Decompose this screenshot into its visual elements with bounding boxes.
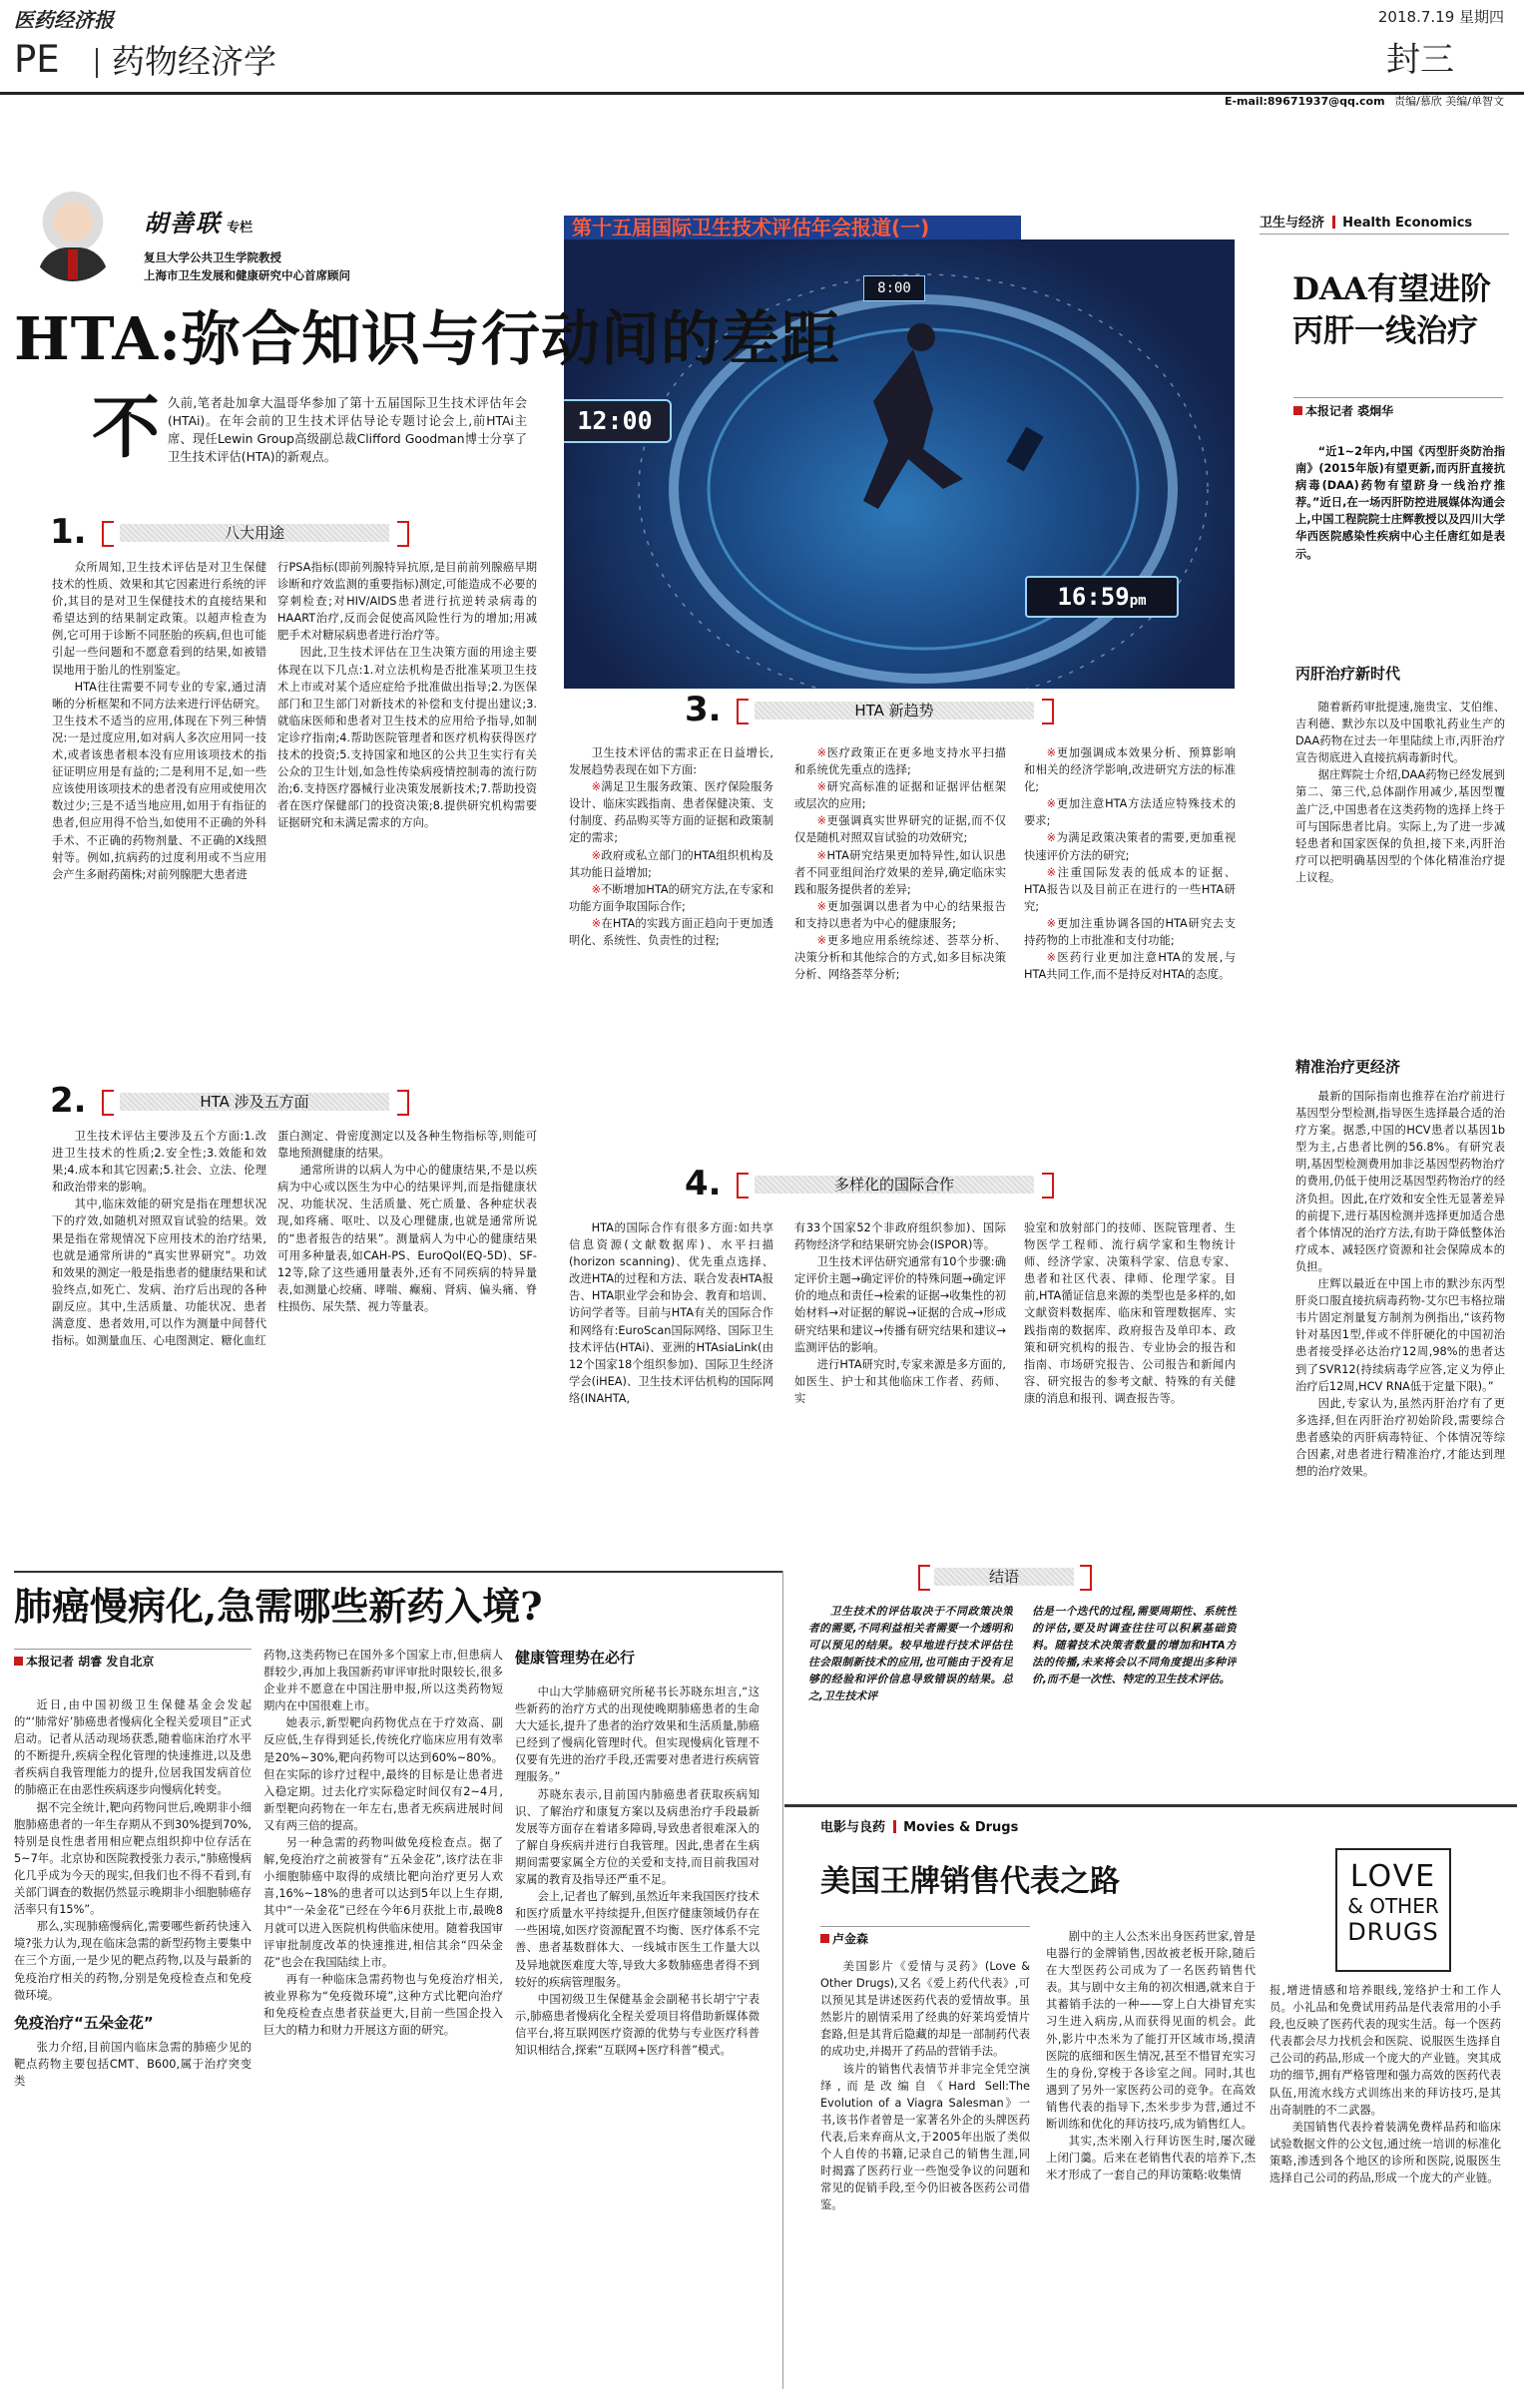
conclusion-col-1	[808, 1603, 1013, 1802]
s2c1-p2: 其中,临床效能的研究是指在理想状况下的疗效,如随机对照双盲试验的结果。效果是指在常规情况下应用技术的治疗结果,也就是通常所讲的“真实世界研究”。功效和效果的测定一般是指患者的健康结果和试验终点,如死亡、发病、治疗后出现的各种副反应。其中,生活质量、功能状况、患者满意度、患者效用,可以作为测量中间替代指标。如测量血压、心电图测定、糖化血红	[52, 1198, 266, 1348]
conclusion-bracket-left	[918, 1565, 930, 1591]
poster-line-1: LOVE	[1349, 1859, 1437, 1894]
right-section-tag-cn: 卫生与经济	[1260, 216, 1325, 231]
daa-body-2	[1295, 1088, 1505, 1776]
main-title: HTA:弥合知识与行动间的差距	[14, 304, 840, 373]
movie-section-tag-cn: 电影与良药	[820, 1820, 886, 1835]
floating-phone	[1006, 427, 1043, 472]
movie-byline	[820, 1926, 1030, 1947]
lung-col-2	[263, 1647, 503, 2395]
s3-item-14: ※注重国际发表的低成本的证据、HTA报告以及目前正在进行的一些HTA研究;	[1024, 865, 1236, 913]
clock-label-2-text: 16:59	[1057, 583, 1130, 611]
movie-section-tag	[820, 1816, 1018, 1835]
section-divider	[96, 48, 98, 78]
section-2-number: 2.	[50, 1081, 87, 1121]
s3-item-10: ※更多地应用系统综述、荟萃分析、决策分析和其他综合的方式,如多目标决策分析、网络荟萃分析;	[794, 934, 1006, 982]
author-name: 胡善联	[144, 209, 222, 238]
author-photo	[28, 190, 118, 281]
movie-c1-p2: 该片的销售代表情节并非完全凭空演绎,而是改编自《Hard Sell:The Evolution of a Viagra Salesman》一书,该书作者曾是一家著名外企的头牌医药代表,后来弃商从文,于2005年出版了类似个人自传的书籍,记录自己的销售生涯,同时揭露了医药行业一些饱受争议的问题和常见的促销手段,至今仍旧被各医药公司借鉴。	[820, 2062, 1030, 2212]
section-4-bracket-right	[1042, 1173, 1054, 1199]
clock-label-2-suffix: pm	[1129, 593, 1147, 609]
section-3-col-1	[569, 744, 773, 1154]
section-2-bracket-left	[102, 1090, 114, 1116]
lung-c1-p3: 那么,实现肺癌慢病化,需要哪些新药快速入境?张力认为,现在临床急需的新型药物主要集中在三个方面,一是少见的靶点药物,以及与最新的免疫治疗相关的药物,分别是免疫检查点和免疫微环境。	[14, 1920, 252, 2002]
conclusion-col-2	[1032, 1603, 1237, 1802]
contact-line	[1225, 93, 1504, 109]
s3-item-5: ※医疗政策正在更多地支持水平扫描和系统优先重点的选择;	[794, 746, 1006, 777]
section-3-header	[685, 690, 1074, 729]
bullet-icon: ※	[591, 780, 602, 794]
clock-label-2	[1025, 576, 1179, 618]
lead-paragraph: 久前,笔者赴加拿大温哥华参加了第十五届国际卫生技术评估年会(HTAi)。在年会前的卫生技术评估导论专题讨论会上,前HTAi主席、现任Lewin Group高级副总裁Clifford Goodman博士分享了卫生技术评估(HTA)的新观点。	[168, 396, 527, 464]
daa-byline-text: 本报记者 裘炯华	[1305, 404, 1394, 418]
poster-line-2: & OTHER	[1347, 1894, 1439, 1918]
bullet-icon: ※	[816, 848, 827, 862]
author-affiliation-2: 上海市卫生发展和健康研究中心首席顾问	[144, 268, 350, 282]
s3-item-8: ※HTA研究结果更加特异性,如认识患者不同亚组间治疗效果的差异,确定临床实践和服务提供者的差异;	[794, 848, 1006, 896]
daa-p2: 据庄辉院士介绍,DAA药物已经发展到第二、第三代,总体副作用减少,基因型覆盖广泛,中国患者在这类药物的选择上终于可与国际患者比肩。实际上,为了进一步减轻患者和国家医保的负担,接下来,丙肝治疗可以把明确基因型的个体化精准治疗提上议程。	[1295, 768, 1505, 884]
daa-subhead-2: 精准治疗更经济	[1295, 1058, 1401, 1076]
right-tag-rule	[1260, 234, 1509, 235]
lung-c3-p2: 苏晓东表示,目前国内肺癌患者获取疾病知识、了解治疗和康复方案以及病患治疗手段最新发展等方面存在着诸多障碍,导致患者很难深入的了解自身疾病并进行自我管理。因此,患者在生病期间需要家属全方位的关爱和支持,而目前我国对家属的教育及指导还严重不足。	[515, 1787, 760, 1887]
section-2-header	[50, 1081, 429, 1121]
bullet-icon: ※	[1046, 951, 1058, 965]
bullet-icon: ※	[816, 899, 827, 913]
section-1-bracket-right	[397, 521, 409, 547]
clock-label-3-text: 8:00	[877, 280, 911, 296]
conclusion-label: 结语	[934, 1568, 1074, 1586]
bullet-icon: ※	[816, 746, 827, 759]
author-affiliation-1: 复旦大学公共卫生学院教授	[144, 250, 281, 264]
bullet-icon: ※	[1046, 916, 1057, 930]
section-1-number: 1.	[50, 512, 87, 552]
bullet-icon: ※	[591, 848, 602, 862]
s3-item-12: ※更加注意HTA方法适应特殊技术的要求;	[1024, 797, 1236, 828]
lung-subhead-1: 免疫治疗“五朵金花”	[14, 2013, 154, 2032]
tag-divider	[1332, 216, 1335, 229]
section-code: PE	[14, 38, 60, 81]
daa-byline	[1293, 397, 1503, 419]
daa-lead	[1295, 443, 1505, 653]
lung-c1-p1: 近日,由中国初级卫生保健基金会发起的“‘肺常好’肺癌患者慢病化全程关爱项目”正式启动。记者从活动现场获悉,随着临床治疗水平的不断提升,疾病全程化管理的快速推进,以及患者疾病自我管理能力的提升,位居我国发病首位的肺癌正在由恶性疾病逐步向慢病化转变。	[14, 1698, 252, 1797]
lung-c2-p2: 她表示,新型靶向药物优点在于疗效高、副反应低,生存得到延长,传统化疗临床应用有效率是20%~30%,靶向药物可以达到60%~80%。但在实际的诊疗过程中,最终的目标是让患者进入稳定期。过去化疗实际稳定时间仅有2~4月,新型靶向药物在一年左右,患者无疾病进展时间又有两三倍的提高。	[263, 1716, 503, 1832]
byline-marker-icon	[820, 1934, 829, 1943]
daa-subhead-1: 丙肝治疗新时代	[1295, 665, 1401, 683]
section-2-bracket-right	[397, 1090, 409, 1116]
daa-p1: 随着新药审批提速,施贵宝、艾伯维、吉利德、默沙东以及中国歌礼药业生产的DAA药物在过去一年里陆续上市,丙肝治疗宣告彻底进入直接抗病毒新时代。	[1295, 701, 1505, 765]
falling-man-head	[907, 323, 935, 351]
section-1-label: 八大用途	[120, 524, 389, 542]
s4c2-p3: 进行HTA研究时,专家来源是多方面的,如医生、护士和其他临床工作者、药师、实	[794, 1357, 1006, 1405]
s2c2-p2: 通常所讲的以病人为中心的健康结果,不是以疾病为中心或以医生为中心的结果评判,而是指健康状况、功能状况、生活质量、死亡质量、各种症状表现,如疼痛、呕吐、以及心理健康,也就是通常所说的“患者报告的结果”。测量病人为中心的健康结果可用多种量表,如CAH-PS、EuroQol(EQ-5D)、SF-12等,除了这些通用量表外,还有不同疾病的特异量表,如测量心绞痛、哮喘、癫痫、肾病、偏头痛、脊柱损伤、尿失禁、视力等量表。	[277, 1164, 537, 1313]
lung-col-3	[515, 1647, 760, 2395]
movie-title: 美国王牌销售代表之路	[820, 1864, 1120, 1899]
s3-item-1: ※满足卫生服务政策、医疗保险服务设计、临床实践指南、患者保健决策、支付制度、药品购买等方面的证据和政策制定的需求;	[569, 780, 773, 845]
lung-subhead-2: 健康管理势在必行	[515, 1649, 636, 1667]
falling-man-silhouette	[863, 349, 963, 509]
s1c1-p2: HTA往往需要不同专业的专家,通过清晰的分析框架和不同方法来进行评估研究。卫生技术不适当的应用,体现在下列三种情况:一是过度应用,如对病人多次应用同一技术,或者该患者根本没有应用该项技术的指征证明应用是有益的;二是利用不足,如一些应该使用该项技术的患者没有应用或使用次数过少;三是不适当地应用,如用于有指征的患者,但应用得不恰当,如使用不正确的外科手术、不正确的药物剂量、不正确的X线照射等。例如,抗病药的过度利用或不当应用会产生多耐药菌株;对前列腺肥大患者进	[52, 680, 266, 881]
movie-col-1	[820, 1958, 1030, 2397]
movie-poster	[1335, 1848, 1451, 1972]
issue-date: 2018.7.19 星期四	[1377, 8, 1504, 26]
section-3-col-2	[794, 744, 1006, 1154]
s3-item-2: ※政府或私立部门的HTA组织机构及其功能日益增加;	[569, 848, 773, 879]
section-3-col-3	[1024, 744, 1236, 1154]
section-3-number: 3.	[685, 690, 722, 729]
section-2-col-1	[52, 1128, 266, 1553]
author-tag: 专栏	[227, 221, 254, 236]
poster-line-3: DRUGS	[1347, 1918, 1439, 1946]
s3-item-3: ※不断增加HTA的研究方法,在专家和功能方面争取国际合作;	[569, 882, 773, 913]
s3-item-11: ※更加强调成本效果分析、预算影响和相关的经济学影响,改进研究方法的标准化;	[1024, 746, 1236, 794]
section-1-col-1	[52, 559, 266, 1073]
s2c1-p1: 卫生技术评估主要涉及五个方面:1.改进卫生技术的性质;2.安全性;3.效能和效果;4.成本和其它因素;5.社会、立法、伦理和政治带来的影响。	[52, 1130, 266, 1195]
s4c1-p1: HTA的国际合作有很多方面:如共享信息资源(文献数据库)、水平扫描(horizon scanning)、优先重点选择、改进HTA的过程和方法、联合发表HTA报告、HTA职业学会和协会、教育和培训、访问学者等。目前与HTA有关的国际合作和网络有:EuroScan国际网络、国际卫生技术评估(HTAi)、亚洲的HTAsiaLink(由12个国家18个组织参加)、国际卫生经济学会(iHEA)、卫生技术评估机构的国际网络(INAHTA,	[569, 1221, 773, 1405]
bullet-icon: ※	[1046, 797, 1057, 811]
section-4-col-1	[569, 1219, 773, 1559]
section-3-label: HTA 新趋势	[755, 702, 1034, 720]
series-banner	[564, 216, 1021, 240]
editors: 责编/慕欣 美编/单智文	[1394, 95, 1504, 108]
s1c1-p1: 众所周知,卫生技术评估是对卫生保健技术的性质、效果和其它因素进行系统的评价,其目的是对卫生保健技术的直接结果和希望达到的结果制定政策。以超声检查为例,它可用于诊断不同胚胎的疾病,但也可能引起一些问题和不愿意看到的结果,如被错误地用于胎儿的性别鉴定。	[52, 561, 266, 677]
s3-item-15: ※更加注重协调各国的HTA研究去支持药物的上市批准和支付功能;	[1024, 916, 1236, 948]
s3-item-4: ※在HTA的实践方面正趋向于更加透明化、系统性、负责性的过程;	[569, 916, 773, 948]
newspaper-logo: 医药经济报	[14, 8, 114, 32]
email[interactable]: E-mail:89671937@qq.com	[1224, 95, 1385, 108]
s1c2-p2: 因此,卫生技术评估在卫生决策方面的用途主要体现在以下几点:1.对立法机构是否批准某项卫生技术上市或对某个适应症给予批准做出指导;2.为医保部门和卫生部门对新技术的补偿和支付提出建议;3.就临床医师和患者对卫生技术的应用给予指导,如制定诊疗指南;4.帮助医院管理者和医疗机构获得医疗技术的投资;5.支持国家和地区的公共卫生实行有关公众的卫生计划,如急性传染病疫情控制毒的流行防治;6.支持医疗器械行业决策发展新技术;7.帮助投资者在医疗保健部门的投资决策;8.提供研究机构需要证据研究和未满足需求的方向。	[277, 646, 537, 830]
conclusion-p2: 估是一个迭代的过程,需要周期性、系统性的评估,要及时调查往往可以积累基础资料。随着技术决策者数量的增加和HTA方法的传播,未来将会以不同角度提出多种评价,而不是一次性、特定的卫生技术评估。	[1032, 1605, 1237, 1686]
lung-top-rule	[14, 1571, 782, 1573]
page-label: 封三	[1386, 40, 1454, 80]
section-3-bracket-left	[737, 699, 749, 724]
section-4-bracket-left	[737, 1173, 749, 1199]
movie-c3-p1: 报,增进情感和培养眼线,笼络护士和工作人员。小礼品和免费试用药品是代表常用的小手段,也反映了医药代表的现实生活。每一个医药代表都会尽力找机会和医院、说服医生选择自己公司的药品,形成一个庞大的产业链。突其成功的细节,拥有严格管理和强力高效的医药代表队伍,用流水线方式训练出来的拜访技巧,是其出奇制胜的不二武器。	[1270, 1984, 1501, 2117]
s2c2-p1: 蛋白测定、骨密度测定以及各种生物指标等,则能可靠地预测健康的结果。	[277, 1130, 537, 1161]
masthead	[0, 0, 1524, 108]
right-section-tag-en: Health Economics	[1342, 216, 1473, 231]
section-2-col-2	[277, 1128, 537, 1553]
author-photo-tie	[68, 249, 78, 279]
movie-col-3	[1270, 1982, 1501, 2397]
lead-drop-cap: 不	[92, 389, 161, 468]
right-section-tag	[1260, 212, 1472, 231]
bullet-icon: ※	[816, 814, 827, 828]
s4c2-p1: 有33个国家52个非政府组织参加)、国际药物经济学和结果研究协会(ISPOR)等。	[794, 1221, 1006, 1252]
s3-item-6: ※研究高标准的证据和证据评估框架或层次的应用;	[794, 780, 1006, 811]
section-4-label: 多样化的国际合作	[755, 1176, 1034, 1194]
clock-label-3	[863, 275, 925, 301]
conclusion-header	[878, 1565, 1118, 1589]
lung-c2-p3: 另一种急需的药物叫做免疫检查点。据了解,免疫治疗之前被誉有“五朵金花”,该疗法在非小细胞肺癌中取得的成绩比靶向治疗更另人欢喜,16%~18%的患者可以达到5年以上生存期,其中“一朵金花”已经在今年6月获批上市,最晚8月就可以进入医院机构供临床使用。随着我国审评审批制度改革的快速推进,相信其余“四朵金花”也会在我国陆续上市。	[263, 1836, 503, 1969]
movie-c3-p2: 美国销售代表拎着装满免费样品药和临床试验数据文件的公文包,通过统一培训的标准化策略,渗透到各个地区的诊所和医院,说服医生选择自己公司的药品,形成一个庞大的产业链。	[1270, 2120, 1501, 2185]
section-4-col-3	[1024, 1219, 1236, 1559]
bullet-icon: ※	[591, 882, 602, 896]
conclusion-p1: 卫生技术的评估取决于不同政策决策者的需要,不同利益相关者需要一个透明和可以预见的结果。较早地进行技术评估往往会限制新技术的应用,也可能由于没有足够的经验和评价信息导致错误的结果。总之,卫生技术评	[808, 1605, 1013, 1703]
lung-byline-text: 本报记者 胡睿 发自北京	[26, 1655, 155, 1669]
section-2-label: HTA 涉及五方面	[120, 1093, 389, 1111]
movie-section-tag-en: Movies & Drugs	[903, 1820, 1019, 1835]
byline-marker-icon	[14, 1657, 23, 1666]
lung-byline	[14, 1649, 252, 1670]
lung-c3-p3: 会上,记者也了解到,虽然近年来我国医疗技术和医疗质量水平持续提升,但医疗健康领域仍存在一些困境,如医疗资源配置不均衡、医疗体系不完善、患者基数群体大、一线城市医生工作量大以及异地就医难度大等,导致大多数肺癌患者得不到较好的疾病管理服务。	[515, 1890, 760, 1989]
lung-c1-p4: 张力介绍,目前国内临床急需的肺癌少见的靶点药物主要包括CMT、B600,属于治疗突变类	[14, 2040, 252, 2088]
section-4-number: 4.	[685, 1164, 722, 1204]
s1c2-p1: 行PSA指标(即前列腺特异抗原,是目前前列腺癌早期诊断和疗效监测的重要指标)测定,可能造成不必要的穿刺检查;对HIV/AIDS患者进行抗逆转录病毒的HAART治疗,反而会促使高风险性行为的增加;用减肥手术对糖尿病患者进行治疗等。	[277, 561, 537, 643]
daa-title-2: 丙肝一线治疗	[1292, 313, 1478, 349]
bullet-icon: ※	[1046, 865, 1058, 879]
byline-marker-icon	[1293, 406, 1302, 415]
section-4-col-2	[794, 1219, 1006, 1559]
bullet-icon: ※	[816, 780, 827, 794]
s3-item-13: ※为满足政策决策者的需要,更加重视快速评价方法的研究;	[1024, 831, 1236, 862]
section-1-header	[50, 512, 429, 552]
s3-item-9: ※更加强调以患者为中心的结果报告和支持以患者为中心的健康服务;	[794, 899, 1006, 930]
s3-item-7: ※更强调真实世界研究的证据,而不仅仅是随机对照双盲试验的功效研究;	[794, 814, 1006, 845]
daa-lead-text: “近1~2年内,中国《丙型肝炎防治指南》(2015年版)有望更新,而丙肝直接抗病毒(DAA)药物有望跻身一线治疗推荐。”近日,在一场丙肝防控进展媒体沟通会上,中国工程院院士庄辉教授以及四川大学华西医院感染性疾病中心主任唐红如是表示。	[1295, 445, 1505, 561]
lung-c2-p4: 再有一种临床急需药物也与免疫治疗相关,被业界称为“免疫微环境”,这种方式比靶向治疗和免疫检查点患者获益更大,目前一些国企投入巨大的精力和财力开展这方面的研究。	[263, 1972, 503, 2038]
lung-divider	[782, 1571, 783, 2389]
section-name: 药物经济学	[112, 42, 276, 81]
daa-p4: 庄辉以最近在中国上市的默沙东丙型肝炎口服直接抗病毒药物-艾尔巴韦格拉瑞韦片固定剂量复方制剂为例指出,“该药物针对基因1型,伴或不伴肝硬化的中国初治患者接受择必达治疗12周,98%的患者达到了SVR12(持续病毒学应答,定义为停止治疗后12周,HCV RNA低于定量下限)。”	[1295, 1277, 1505, 1393]
series-banner-text: 第十五届国际卫生技术评估年会报道(一)	[572, 216, 930, 240]
s3-intro: 卫生技术评估的需求正在日益增长,发展趋势表现在如下方面:	[569, 746, 773, 777]
movie-byline-text: 卢金森	[832, 1932, 869, 1946]
section-1-bracket-left	[102, 521, 114, 547]
lung-c2-p1: 药物,这类药物已在国外多个国家上市,但患病人群较少,再加上我国新药审评审批时限较长,很多企业并不愿意在中国注册申报,所以这类药物短期内在中国很难上市。	[263, 1649, 503, 1713]
section-3-bracket-right	[1042, 699, 1054, 724]
lung-col-1	[14, 1696, 252, 2395]
section-1-col-2	[277, 559, 537, 1073]
bullet-icon: ※	[816, 934, 827, 948]
clock-label-1-text: 12:00	[577, 406, 653, 435]
s3-item-16: ※医药行业更加注意HTA的发展,与HTA共同工作,而不是持反对HTA的态度。	[1024, 951, 1236, 982]
bullet-icon: ※	[1046, 746, 1057, 759]
lung-c3-p4: 中国初级卫生保健基金会副秘书长胡宁宁表示,肺癌患者慢病化全程关爱项目将借助新媒体微信平台,将互联网医疗资源的优势与专业医疗科普知识相结合,探索“互联网+医疗科普”模式。	[515, 1992, 760, 2057]
movie-c2-p1: 剧中的主人公杰米出身医药世家,曾是电器行的金牌销售,因故被老板开除,随后在大型医药公司成为了一名医药销售代表。其与剧中女主角的初次相遇,就来自于其蓄销手法的一种——穿上白大褂冒充实习生进入病房,从而获得见面的机会。此外,影片中杰米为了能打开区域市场,摸清医院的底细和医生情况,甚至不惜冒充实习生的身份,穿梭于各诊室之间。同时,其也遇到了另外一家医药公司的竞争。在高效销售代表的指导下,杰米步步为营,通过不断训练和优化的拜访技巧,成为销售红人。	[1046, 1930, 1256, 2132]
movie-c2-p2: 其实,杰米刚入行拜访医生时,屡次碰上闭门羹。后来在老销售代表的培养下,杰米才形成了一套自己的拜访策略:收集情	[1046, 2135, 1256, 2182]
lung-c3-p1: 中山大学肺癌研究所秘书长苏晓东坦言,“这些新药的治疗方式的出现使晚期肺癌患者的生命大大延长,提升了患者的治疗效果和生活质量,肺癌已经到了慢病化管理时代。但实现慢病化管理不仅要有先进的治疗手段,还需要对患者进行疾病管理服务。”	[515, 1686, 760, 1784]
daa-body-1	[1295, 699, 1505, 1038]
conclusion-bracket-right	[1080, 1565, 1092, 1591]
author-name-block	[144, 204, 253, 239]
bullet-icon: ※	[591, 916, 602, 930]
bullet-icon: ※	[1046, 831, 1057, 845]
movie-col-2	[1046, 1928, 1256, 2397]
lung-c1-p2: 据不完全统计,靶向药物问世后,晚期非小细胞肺癌患者的一年生存期从不到30%提到70%,特别是良性患者用相应靶点组织抑中位存活在5~7年。北京协和医院教授张力表示,“肺癌慢病化几乎成为今天的现实,但我们也不得不看到,有关部门调查的数据仍然显示晚期非小细胞肺癌存活率只有15%”。	[14, 1800, 252, 1917]
s4c2-p2: 卫生技术评估研究通常有10个步骤:确定评价主题→确定评价的特殊问题→确定评价的地点和责任→检索的证据→收集性的初始材料→对证据的解说→证据的合成→形成研究结果和建议→传播有研究结果和建议→监测评估的影响。	[794, 1255, 1006, 1354]
daa-p3: 最新的国际指南也推荐在治疗前进行基因型分型检测,指导医生选择最合适的治疗方案。据悉,中国的HCV患者以基因1b型为主,占患者比例的56.8%。有研究表明,基因型检测费用加非泛基因型药物治疗的费用,仍低于使用泛基因型药物治疗的经济负担。因此,在疗效和安全性无显著差异的前提下,进行基因检测并选择更加适合患者个体情况的治疗方法,有助于降低整体治疗成本、减轻医疗资源和社会保障成本的负担。	[1295, 1090, 1505, 1273]
movie-c1-p1: 美国影片《爱情与灵药》(Love & Other Drugs),又名《爱上药代代表》,可以预见其是讲述医药代表的爱情故事。虽然影片的剧情采用了经典的好莱坞爱情片套路,但是其背后隐藏的却是一部制药代表的成功史,并揭开了药品的营销手法。	[820, 1960, 1030, 2059]
clock-label-1	[564, 399, 672, 443]
daa-title-1: DAA有望进阶	[1292, 271, 1491, 307]
lung-title: 肺癌慢病化,急需哪些新药入境?	[14, 1584, 543, 1629]
section-4-header	[685, 1164, 1074, 1204]
s4c3-p1: 验室和放射部门的技师、医院管理者、生物医学工程师、流行病学家和生物统计师、经济学家、决策科学家、信息专家、患者和社区代表、律师、伦理学家。目前,HTA循证信息来源的类型也是多样的,如文献资料数据库、临床和管理数据库、实践指南的数据库、政府报告及单印本、政策和研究机构的报告、专业协会的报告和指南、市场研究报告、公司报告和新闻内容、研究报告的参考文献、特殊的有关健康的消息和报刊、调查报告等。	[1024, 1221, 1236, 1405]
daa-p5: 因此,专家认为,虽然丙肝治疗有了更多选择,但在丙肝治疗初始阶段,需要综合患者感染的丙肝病毒特征、个体情况等综合因素,对患者进行精准治疗,才能达到理想的治疗效果。	[1295, 1396, 1505, 1479]
tag-divider	[893, 1820, 896, 1833]
